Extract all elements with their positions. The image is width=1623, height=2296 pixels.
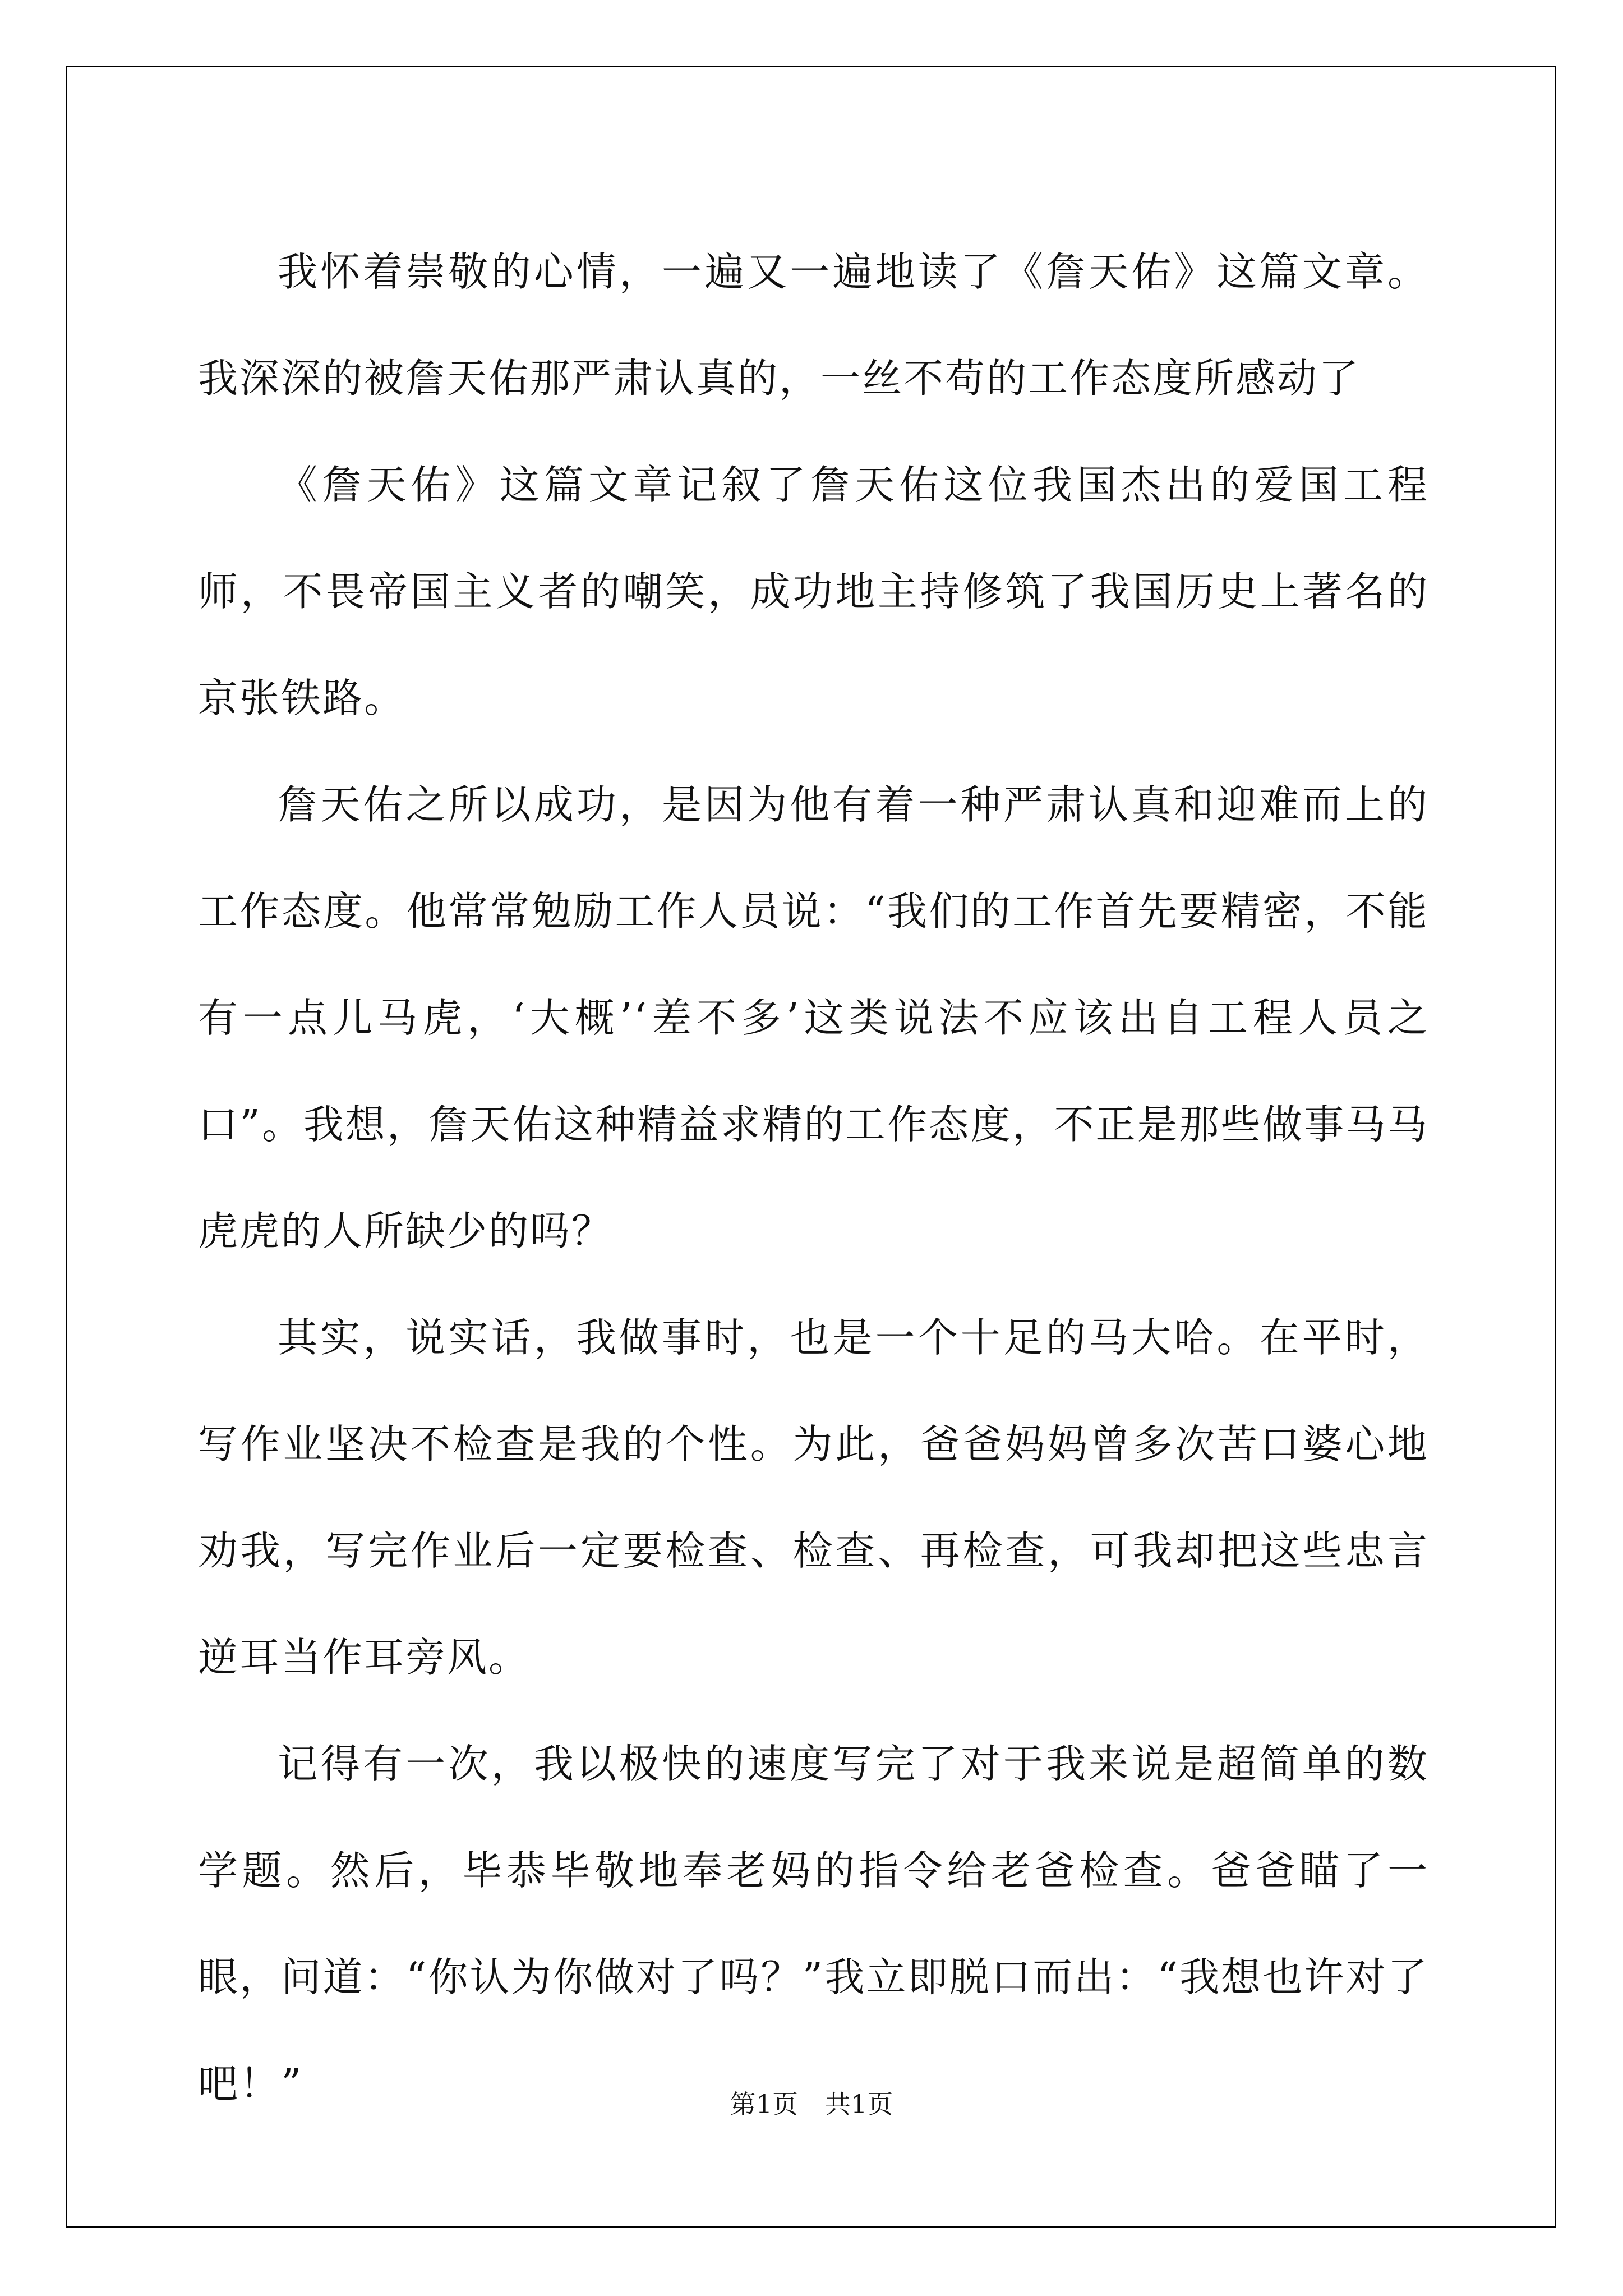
paragraph: 记得有一次，我以极快的速度写完了对于我来说是超简单的数学题。然后，毕恭毕敬地奉老妈的指令给老爸检查。爸爸瞄了一眼，问道：“你认为你做对了吗？”我立即脱口而出：“我想也许对了吧！” — [198, 1741, 1429, 2107]
page-number-total: 共1页 — [825, 2089, 893, 2119]
page-number-current: 第1页 — [730, 2089, 798, 2119]
document-body — [198, 219, 1429, 2137]
paragraph: 詹天佑之所以成功，是因为他有着一种严肃认真和迎难而上的工作态度。他常常勉励工作人员说：“我们的工作首先要精密，不能有一点儿马虎，‘大概’‘差不多’这类说法不应该出自工程人员之口”。我想，詹天佑这种精益求精的工作态度，不正是那些做事马马虎虎的人所缺少的吗？ — [198, 781, 1429, 1254]
paragraph: 其实，说实话，我做事时，也是一个十足的马大哈。在平时，写作业坚决不检查是我的个性。为此，爸爸妈妈曾多次苦口婆心地劝我，写完作业后一定要检查、检查、再检查，可我却把这些忠言逆耳当作耳旁风。 — [198, 1314, 1429, 1681]
paragraph: 《詹天佑》这篇文章记叙了詹天佑这位我国杰出的爱国工程师，不畏帝国主义者的嘲笑，成功地主持修筑了我国历史上著名的京张铁路。 — [198, 462, 1429, 721]
page-footer — [0, 2084, 1623, 2121]
paragraph: 我怀着崇敬的心情，一遍又一遍地读了《詹天佑》这篇文章。我深深的被詹天佑那严肃认真的，一丝不苟的工作态度所感动了 — [198, 249, 1429, 402]
